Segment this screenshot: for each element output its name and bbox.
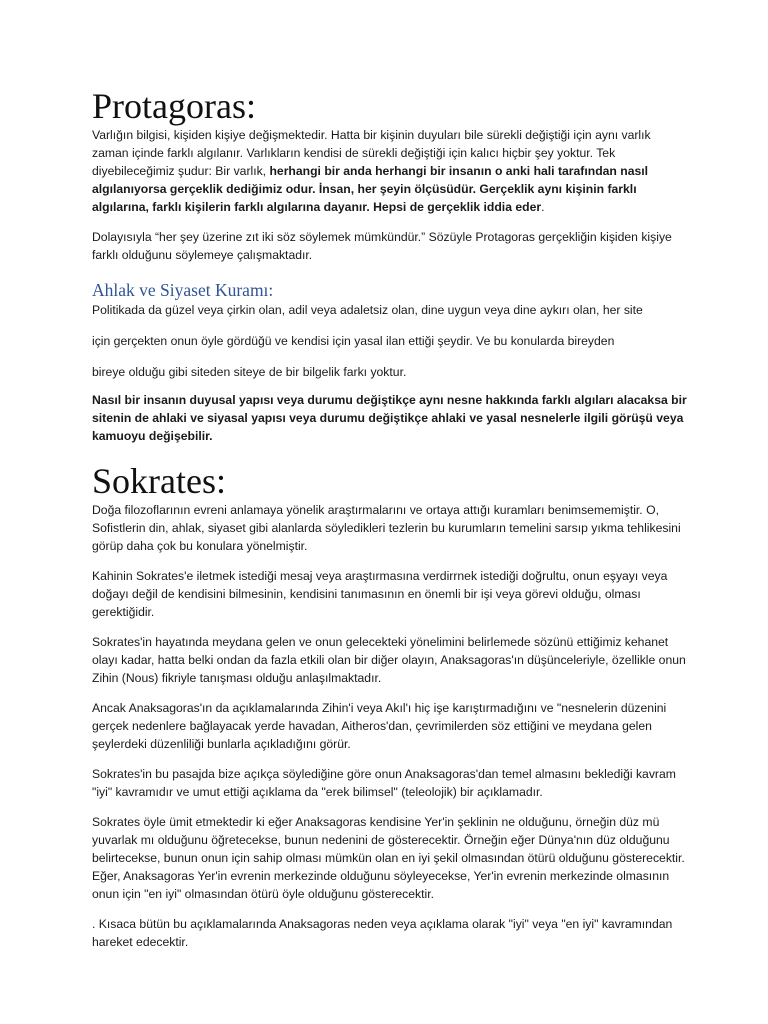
sokrates-paragraph-2: Kahinin Sokrates'e iletmek istediği mesaj veya araştırmasına verdirrnek istediği doğrultu, onun eşyayı veya doğayı değil de kendisini bilmesinin, kendisini tanımasının en önemli bir işi veya görevi olduğu, olması gerektiğidir.: [92, 569, 668, 619]
protagoras-p1-bold: herhangi bir anda herhangi bir insanın o anki hali tarafından nasıl algılanıyorsa gerçeklik dediğimiz odur. İnsan, her şeyin ölçüsüdür. Gerçeklik aynı kişinin farklı algılarına, farklı kişilerin farklı algılarına dayanır. Hepsi de gerçeklik iddia eder: [92, 164, 649, 214]
sokrates-heading: Sokrates:: [92, 461, 226, 501]
document-page: [92, 86, 688, 951]
ahlak-bold-paragraph: [92, 391, 688, 445]
sokrates-paragraph-3: Sokrates'in hayatında meydana gelen ve onun gelecekteki yönelimini belirlemede sözünü ettiğimiz kehanet olayı kadar, hatta belki ondan da fazla etkili olan bir diğer olayın, Anaksagoras'ın düşünceleriyle, özellikle onun Zihin (Nous) fikriyle tanışması olduğu anlaşılmaktadır.: [92, 635, 686, 685]
ahlak-line-3: bireye olduğu gibi siteden siteye de bir bilgelik farkı yoktur.: [92, 365, 407, 379]
sokrates-paragraph-7: . Kısaca bütün bu açıklamalarında Anaksagoras neden veya açıklama olarak "iyi" veya "en iyi" kavramından hareket edecektir.: [92, 917, 673, 949]
sokrates-paragraph-5: Sokrates'in bu pasajda bize açıkça söylediğine göre onun Anaksagoras'dan temel almasını beklediği kavram "iyi" kavramıdır ve umut ettiği açıklama da "erek bilimsel" (teleolojik) bir açıklamadır.: [92, 767, 676, 799]
protagoras-p1-end: .: [541, 200, 545, 214]
ahlak-bold-text: Nasıl bir insanın duyusal yapısı veya durumu değiştikçe aynı nesne hakkında farklı algıları alacaksa bir sitenin de ahlaki ve siyasal yapısı veya durumu değiştikçe ahlaki ve yasal nesnelerle ilgili görüşü veya kamuoyu değişebilir.: [92, 393, 687, 443]
ahlak-line-2: için gerçekten onun öyle gördüğü ve kendisi için yasal ilan ettiği şeydir. Ve bu konularda bireyden: [92, 334, 615, 348]
sokrates-paragraph-4: Ancak Anaksagoras'ın da açıklamalarında Zihin'i veya Akıl'ı hiç işe karıştırmadığını ve "nesnelerin düzenini gerçek nedenlere bağlayacak yerde havadan, Aitheros'dan, çevrimilerden söz ettiğini ve meydana gelen şeylerdeki düzenliliği bunlarla açıkladığını görür.: [92, 701, 667, 751]
protagoras-paragraph-2: Dolayısıyla “her şey üzerine zıt iki söz söylemek mümkündür.” Sözüyle Protagoras gerçekliğin kişiden kişiye farklı olduğunu söylemeye çalışmaktadır.: [92, 230, 672, 262]
protagoras-paragraph-1: [92, 126, 688, 216]
sokrates-paragraph-1: Doğa filozoflarının evreni anlamaya yönelik araştırmalarını ve ortaya attığı kuramları benimsememiştir. O, Sofistlerin din, ahlak, siyaset gibi alanlarda söyledikleri tezlerin bu kurumların temelini sarsıp yıkma tehlikesini görüp daha çok bu konulara yönelmiştir.: [92, 503, 681, 553]
sokrates-paragraph-6: Sokrates öyle ümit etmektedir ki eğer Anaksagoras kendisine Yer'in şeklinin ne olduğunu, örneğin düz mü yuvarlak mı olduğunu öğretecekse, bunun nedenini de gösterecektir. Örneğin eğer Dünya'nın düz olduğunu belirtecekse, bunun onun için sahip olması mümkün olan en iyi şekil olmasından ötürü olduğunu gösterecektir. Eğer, Anaksagoras Yer'in evrenin merkezinde olduğunu söyleyecekse, Yer'in evrenin merkezinde olmasının onun için "en iyi" olmasından ötürü öyle olduğunu gösterecektir.: [92, 815, 685, 901]
ahlak-line-1: Politikada da güzel veya çirkin olan, adil veya adaletsiz olan, dine uygun veya dine aykırı olan, her site: [92, 303, 643, 317]
ahlak-heading: Ahlak ve Siyaset Kuramı:: [92, 280, 274, 300]
protagoras-p1-text: Varlığın bilgisi, kişiden kişiye değişmektedir. Hatta bir kişinin duyuları bile sürekli değiştiği için aynı varlık zaman içinde farklı algılanır. Varlıkların kendisi de sürekli değiştiği için kalıcı hiçbir şey yoktur. Tek diyebileceğimiz şudur: Bir varlık,: [92, 128, 651, 178]
protagoras-heading: Protagoras:: [92, 86, 256, 126]
